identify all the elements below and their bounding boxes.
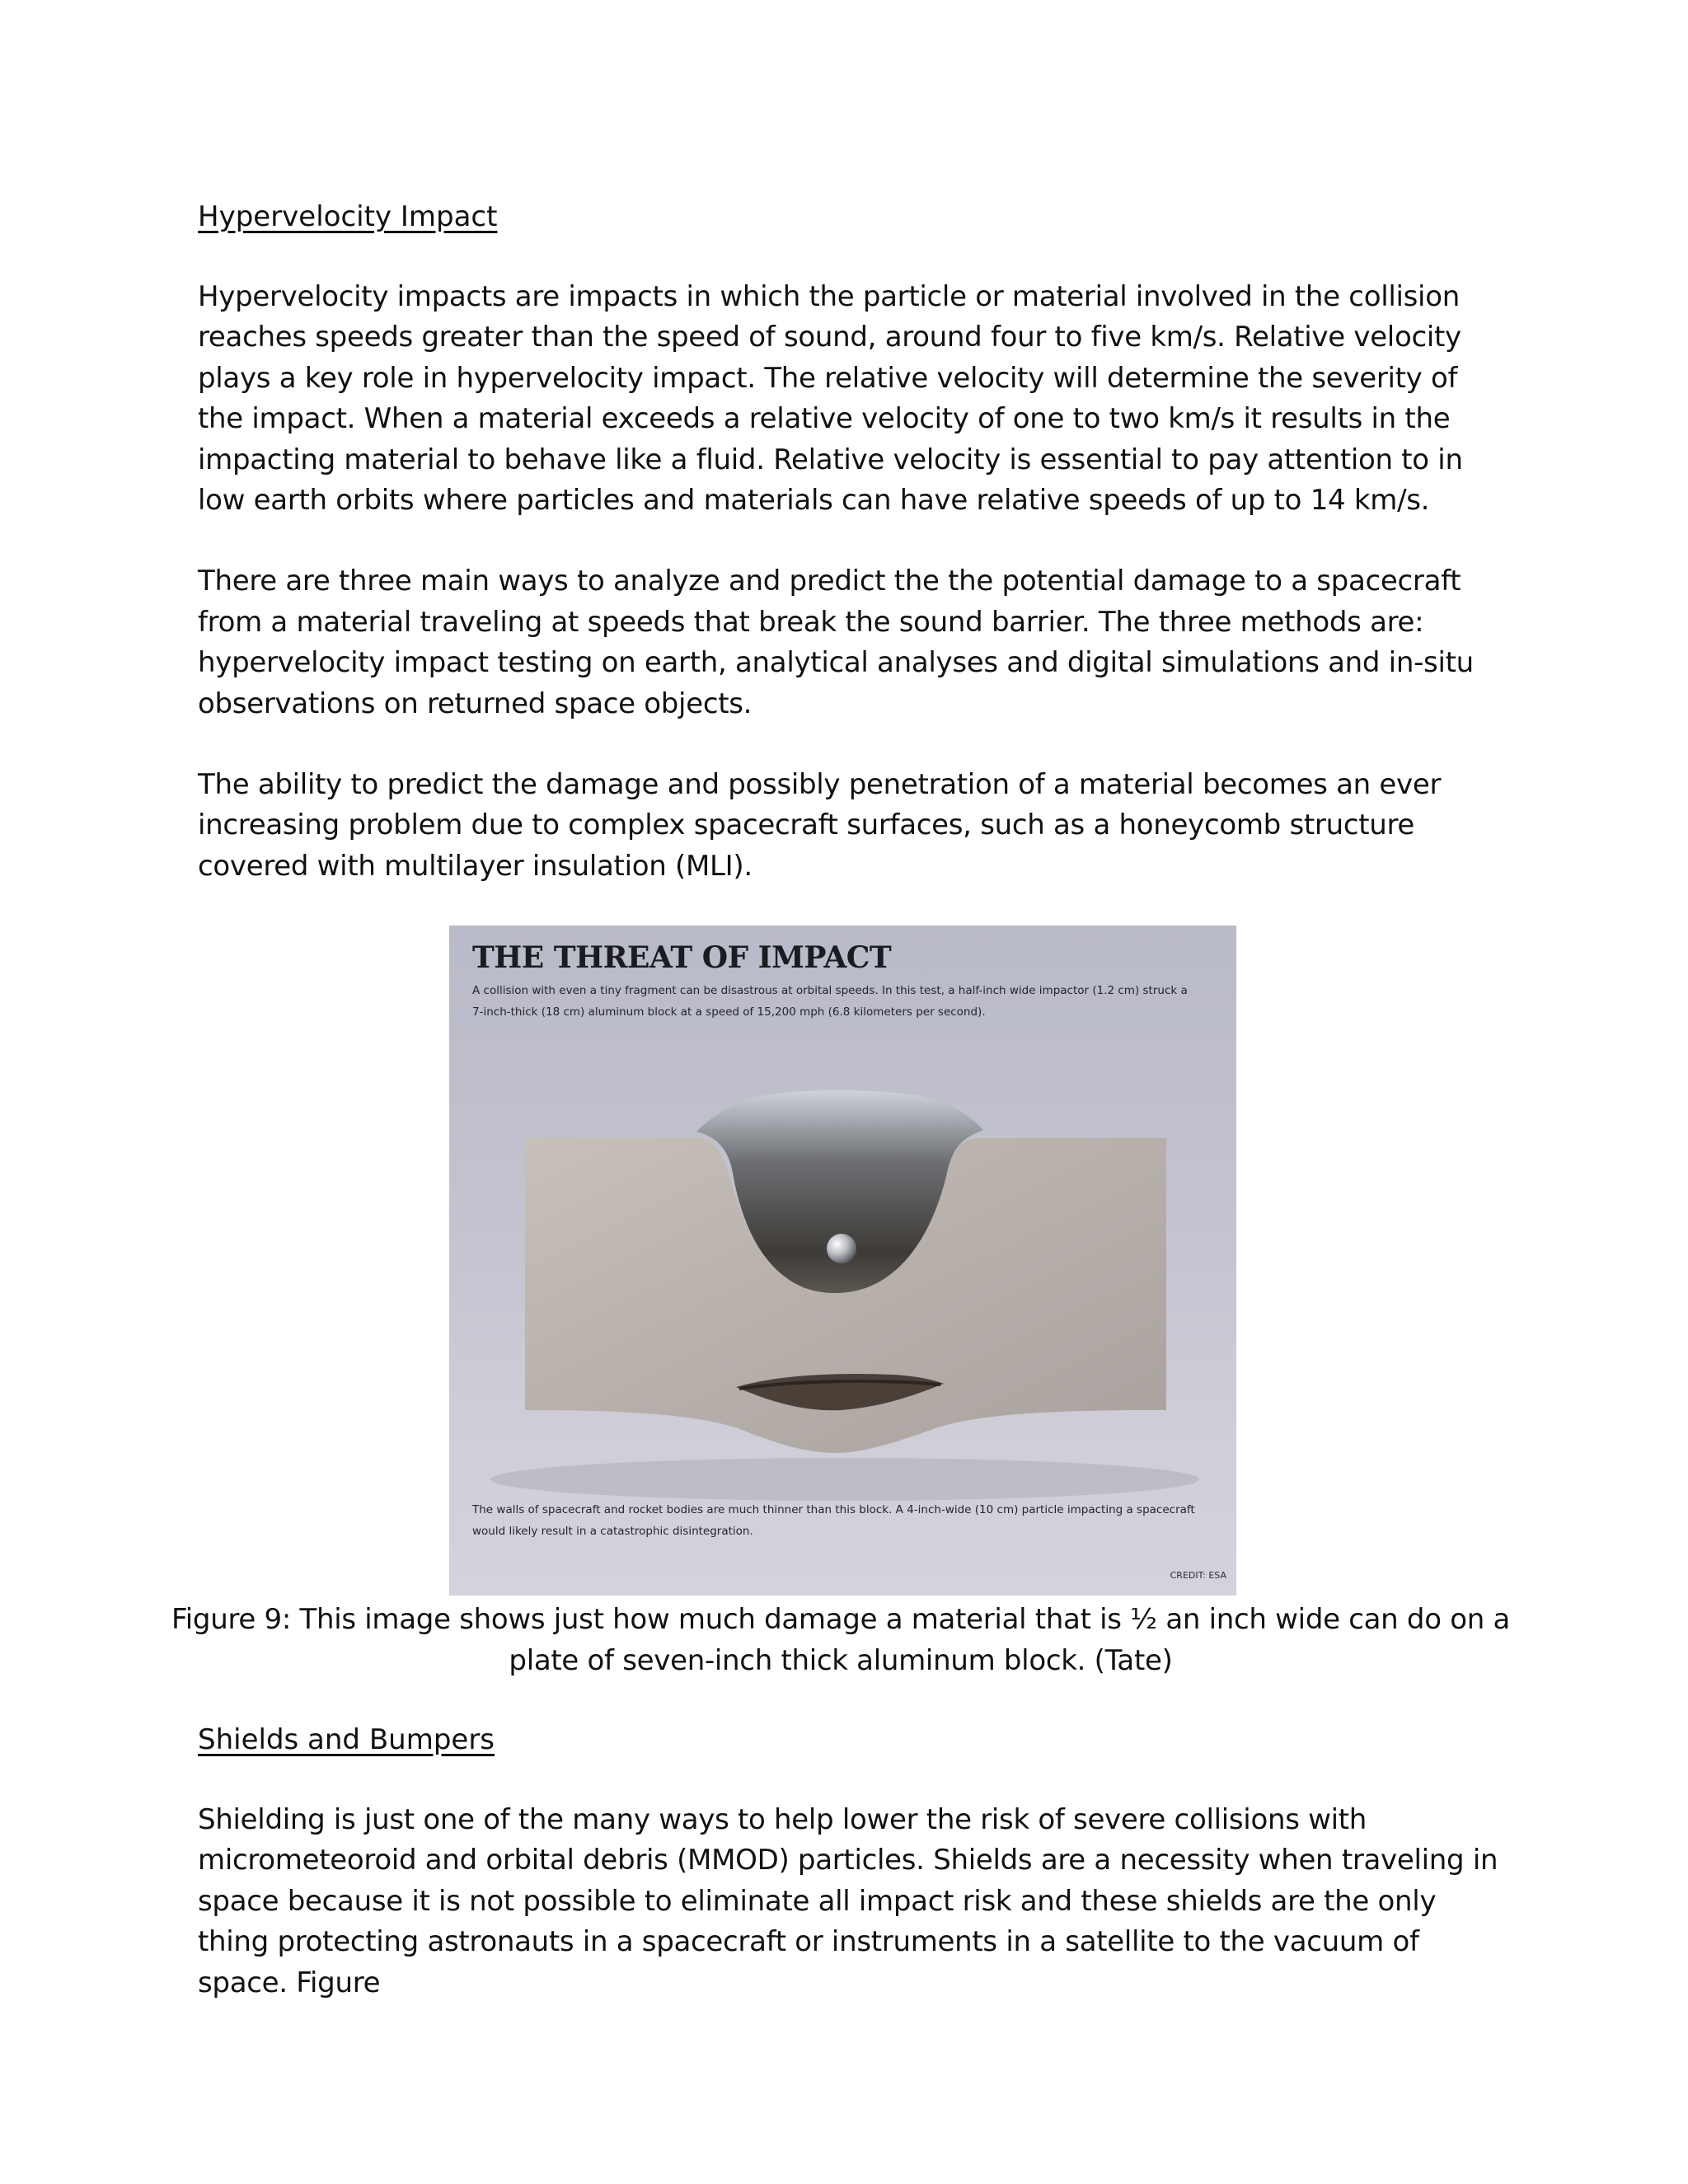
paragraph-hypervelocity-definition: Hypervelocity impacts are impacts in which the particle or material involved in the collision reaches speeds greater than the speed of sound, around four to five km/s. Relative velocity plays a key role in hypervelocity impact. The relative velocity will determine the severity of the impact. When a material exceeds a relative velocity of one to two km/s it results in the impacting material to behave like a fluid. Relative velocity is essential to pay attention to in low earth orbits where particles and materials can have relative speeds of up to 14 km/s. [198,280,1463,518]
impact-figure-image [449,926,1236,1596]
figure-caption: Figure 9: This image shows just how much damage a material that is ½ an inch wide can do on a plate of seven-inch thick aluminum block. (Tate) [171,1603,1511,1677]
section-heading-shields-and-bumpers: Shields and Bumpers [198,1723,495,1756]
paragraph-damage-prediction: The ability to predict the damage and possibly penetration of a material becomes an ever increasing problem due to complex spacecraft surfaces, such as a honeycomb structure covered with multilayer insulation (MLI). [198,768,1442,883]
document-lower-section [198,1719,1500,2004]
figure-bottom-text: The walls of spacecraft and rocket bodies are much thinner than this block. A 4-inch-wide (10 cm) particle impacting a spacecraft would likely result in a catastrophic disintegration. [472,1503,1195,1538]
figure-title: THE THREAT OF IMPACT [472,940,892,975]
figure-intro-text: A collision with even a tiny fragment can be disastrous at orbital speeds. In this test, a half-inch wide impactor (1.2 cm) struck a 7-inch-thick (18 cm) aluminum block at a speed of 15,200 mph (6.8 kilometers per second). [472,984,1188,1019]
document-page [198,196,1500,887]
figure-credit: CREDIT: ESA [1170,1570,1226,1581]
paragraph-analysis-methods: There are three main ways to analyze and predict the the potential damage to a spacecraft from a material traveling at speeds that break the sound barrier. The three methods are: hypervelocity impact testing on earth, analytical analyses and digital simulations and in-situ observations on returned space objects. [198,565,1474,720]
paragraph-shielding: Shielding is just one of the many ways to help lower the risk of severe collisions with micrometeoroid and orbital debris (MMOD) particles. Shields are a necessity when traveling in space because it is not possible to eliminate all impact risk and these shields are the only thing protecting astronauts in a spacecraft or instruments in a satellite to the vacuum of space. Figure [198,1803,1498,1999]
aluminum-block-illustration [449,926,1236,1596]
section-heading-hypervelocity-impact: Hypervelocity Impact [198,200,498,233]
